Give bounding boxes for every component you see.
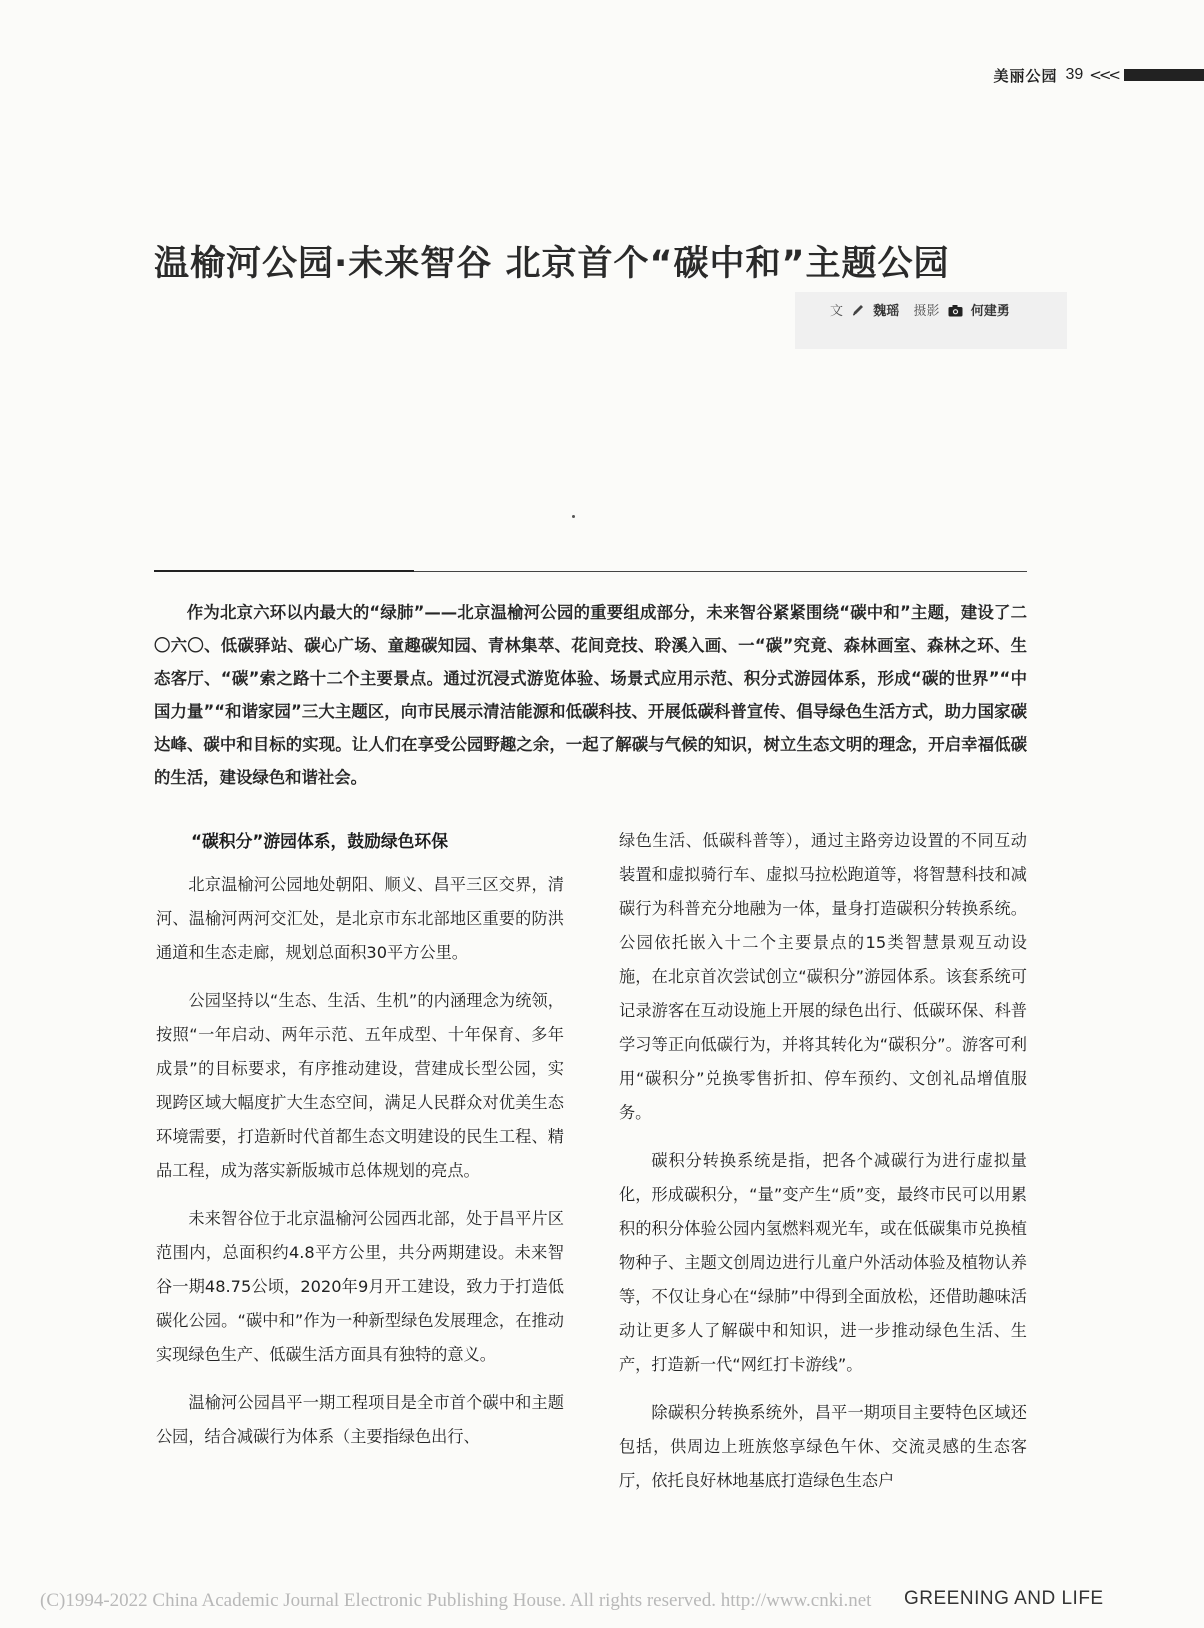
- left-column: [156, 824, 564, 1468]
- body-paragraph: 碳积分转换系统是指，把各个减碳行为进行虚拟量化，形成碳积分，“量”变产生“质”变，最终市民可以用累积的积分体验公园内氢燃料观光车，或在低碳集市兑换植物种子、主题文创周边进行儿童户外活动体验及植物认养等，不仅让身心在“绿肺”中得到全面放松，还借助趣味活动让更多人了解碳中和知识，进一步推动绿色生活、生产，打造新一代“网红打卡游线”。: [619, 1151, 1027, 1374]
- stray-dot: [572, 515, 575, 518]
- body-paragraph: 北京温榆河公园地处朝阳、顺义、昌平三区交界，清河、温榆河两河交汇处，是北京市东北部地区重要的防洪通道和生态走廊，规划总面积30平方公里。: [156, 875, 564, 962]
- copyright-watermark: (C)1994-2022 China Academic Journal Electronic Publishing House. All rights reserved. http://www.cnki.net: [40, 1590, 872, 1611]
- body-paragraph: 未来智谷位于北京温榆河公园西北部，处于昌平片区范围内，总面积约4.8平方公里，共分两期建设。未来智谷一期48.75公顷，2020年9月开工建设，致力于打造低碳化公园。“碳中和”作为一种新型绿色发展理念，在推动实现绿色生产、低碳生活方面具有独特的意义。: [156, 1209, 564, 1364]
- body-paragraph: 温榆河公园昌平一期工程项目是全市首个碳中和主题公园，结合减碳行为体系（主要指绿色出行、: [156, 1393, 564, 1446]
- camera-icon: [948, 304, 963, 317]
- section-heading: “碳积分”游园体系，鼓励绿色环保: [191, 831, 448, 851]
- body-paragraph: 除碳积分转换系统外，昌平一期项目主要特色区域还包括，供周边上班族悠享绿色午休、交流灵感的生态客厅，依托良好林地基底打造绿色生态户: [619, 1403, 1027, 1490]
- page-number: 39: [1065, 66, 1084, 83]
- photo-role-label: 摄影: [913, 304, 940, 319]
- page-header: [993, 64, 1204, 86]
- magazine-brand: GREENING AND LIFE: [904, 1588, 1104, 1609]
- article-title: 温榆河公园·未来智谷 北京首个“碳中和”主题公园: [154, 244, 950, 284]
- section-label: 美丽公园: [993, 66, 1058, 85]
- pen-icon: [851, 303, 865, 317]
- author-name: 魏瑶: [873, 304, 900, 319]
- article-abstract: 作为北京六环以内最大的“绿肺”——北京温榆河公园的重要组成部分，未来智谷紧紧围绕“碳中和”主题，建设了二〇六〇、低碳驿站、碳心广场、童趣碳知园、青林集萃、花间竞技、聆溪入画、一“碳”究竟、森林画室、森林之环、生态客厅、“碳”索之路十二个主要景点。通过沉浸式游览体验、场景式应用示范、积分式游园体系，形成“碳的世界”“中国力量”“和谐家园”三大主题区，向市民展示清洁能源和低碳科技、开展低碳科普宣传、倡导绿色生活方式，助力国家碳达峰、碳中和目标的实现。让人们在享受公园野趣之余，一起了解碳与气候的知识，树立生态文明的理念，开启幸福低碳的生活，建设绿色和谐社会。: [154, 603, 1027, 787]
- chevrons-icon: <<<: [1089, 66, 1118, 84]
- right-column: [619, 824, 1027, 1512]
- body-paragraph-continued: 绿色生活、低碳科普等），通过主路旁边设置的不同互动装置和虚拟骑行车、虚拟马拉松跑道等，将智慧科技和减碳行为科普充分地融为一体，量身打造碳积分转换系统。公园依托嵌入十二个主要景点的15类智慧景观互动设施，在北京首次尝试创立“碳积分”游园体系。该套系统可记录游客在互动设施上开展的绿色出行、低碳环保、科普学习等正向低碳行为，并将其转化为“碳积分”。游客可利用“碳积分”兑换零售折扣、停车预约、文创礼品增值服务。: [619, 831, 1027, 1122]
- body-paragraph: 公园坚持以“生态、生活、生机”的内涵理念为统领，按照“一年启动、两年示范、五年成型、十年保育、多年成景”的目标要求，有序推动建设，营建成长型公园，实现跨区域大幅度扩大生态空间，满足人民群众对优美生态环境需要，打造新时代首都生态文明建设的民生工程、精品工程，成为落实新版城市总体规划的亮点。: [156, 991, 564, 1180]
- byline: [795, 292, 1067, 349]
- text-role-label: 文: [830, 304, 844, 319]
- photographer-name: 何建勇: [970, 304, 1010, 319]
- divider-rule-accent: [154, 570, 414, 572]
- header-bar: [1124, 69, 1204, 81]
